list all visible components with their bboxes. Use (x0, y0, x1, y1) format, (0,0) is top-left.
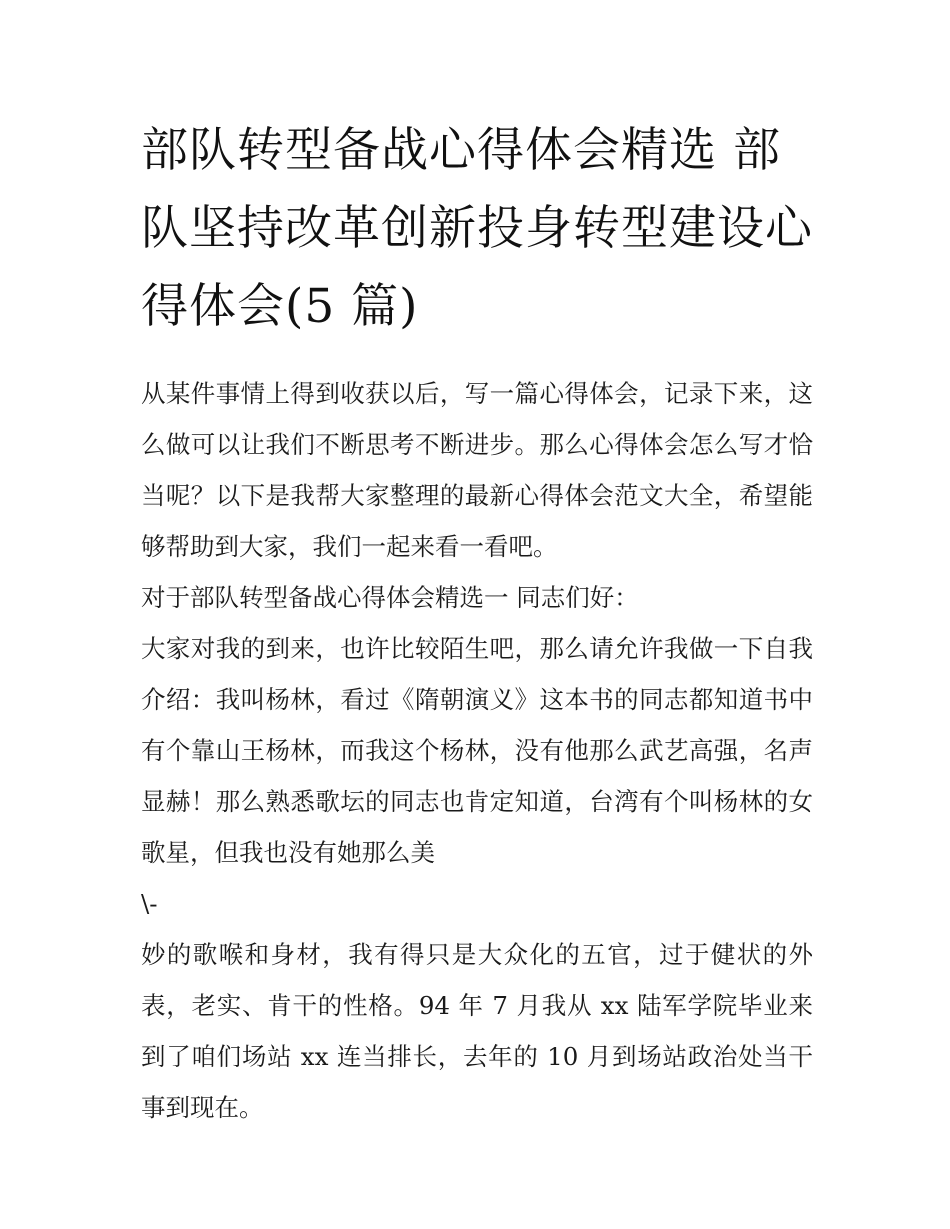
self-introduction-paragraph: 大家对我的到来，也许比较陌生吧，那么请允许我做一下自我介绍：我叫杨林，看过《隋朝演义》这本书的同志都知道书中有个靠山王杨林，而我这个杨林，没有他那么武艺高强，名声显赫！那么熟悉歌坛的同志也肯定知道，台湾有个叫杨林的女歌星，但我也没有她那么美 (141, 634, 813, 867)
page-break-marker: \- (141, 889, 158, 918)
document-body (141, 368, 813, 1133)
intro-paragraph: 从某件事情上得到收获以后，写一篇心得体会，记录下来，这么做可以让我们不断思考不断进步。那么心得体会怎么写才恰当呢？以下是我帮大家整理的最新心得体会范文大全，希望能够帮助到大家，我们一起来看一看吧。 (141, 379, 813, 561)
continuation-paragraph: 妙的歌喉和身材，我有得只是大众化的五官，过于健状的外表，老实、肯干的性格。94 年 7 月我从 xx 陆军学院毕业来到了咱们场站 xx 连当排长，去年的 10 月到场站政治处当干事到现在。 (141, 940, 813, 1122)
section-heading-paragraph: 对于部队转型备战心得体会精选一 同志们好： (141, 583, 639, 612)
document-page (141, 112, 813, 1133)
document-title: 部队转型备战心得体会精选 部队坚持改革创新投身转型建设心得体会(5 篇) (141, 123, 813, 334)
